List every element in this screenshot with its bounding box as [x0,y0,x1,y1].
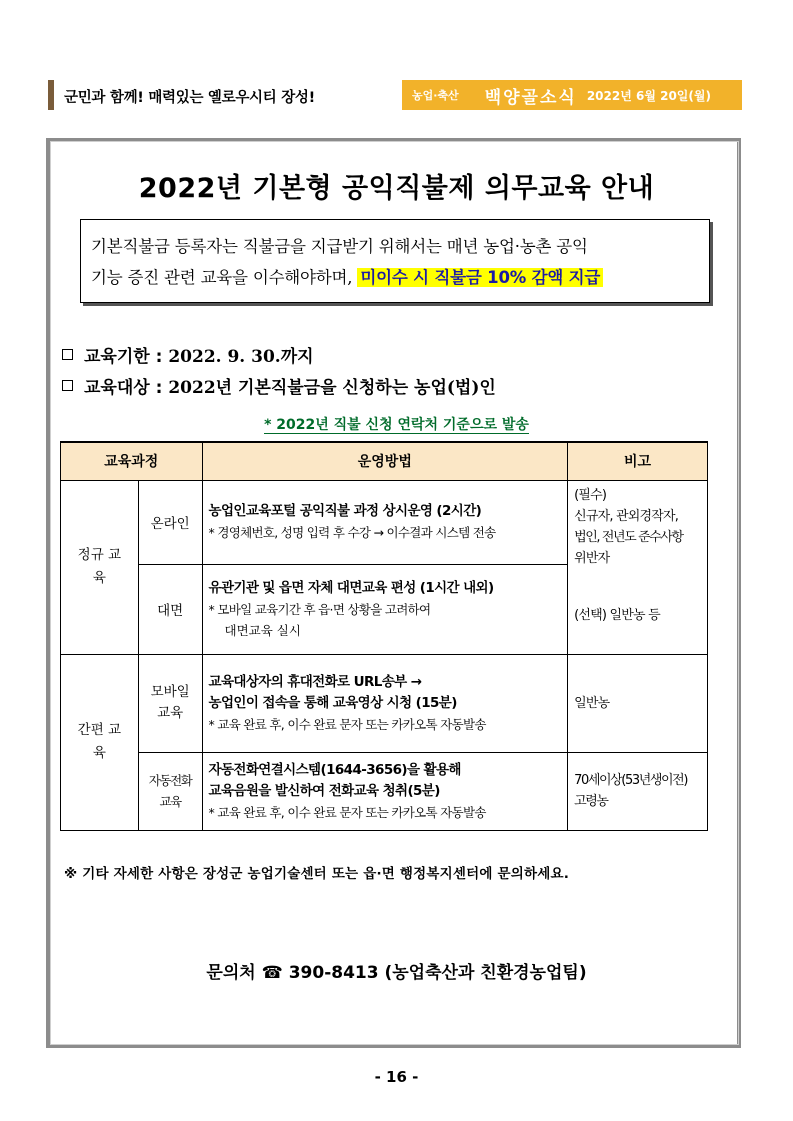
method-mobile-detail: * 교육 완료 후, 이수 완료 문자 또는 카카오톡 자동발송 [208,716,486,732]
regular-remark-l4: 위반자 [574,550,610,566]
autocall-remark [568,752,708,830]
mobile-remark [568,654,708,752]
dispatch-note [0,414,793,434]
bullet-deadline-label: 교육기한 : [84,347,163,367]
method-online-detail: * 경영체번호, 성명 입력 후 수강 → 이수결과 시스템 전송 [208,525,496,540]
method-mobile [202,654,568,752]
method-autocall [202,752,568,830]
bullet-deadline-value: 2022. 9. 30.까지 [168,347,314,367]
regular-remark-l2: 신규자, 관외경작자, [574,508,679,524]
mobile-remark-text: 일반농 [574,695,610,711]
article-title: 2022년 기본형 공익직불제 의무교육 안내 [138,173,655,204]
table-header-row [61,442,708,480]
checkbox-square-icon [62,349,73,360]
bullet-target-value: 2022년 기본직불금을 신청하는 농업(법)인 [168,378,496,398]
method-autocall-title-2: 교육음원을 발신하여 전화교육 청취(5분) [208,782,440,799]
contact-line [0,958,793,983]
dispatch-note-text: * 2022년 직불 신청 연락처 기준으로 발송 [264,417,529,433]
sub-mobile: 모바일 교육 [138,654,202,752]
regular-remark-l5: (선택) 일반농 등 [574,607,660,623]
table-header-remark: 비고 [568,442,708,480]
method-offline [202,564,568,654]
table-row [61,752,708,830]
contact-number: 390-8413 [288,963,379,983]
intro-line-1: 기본직불금 등록자는 직불금을 지급받기 위해서는 매년 농업·농촌 공익 [91,237,588,256]
method-offline-detail: * 모바일 교육기간 후 읍·면 상황을 고려하여 [208,601,431,617]
method-online-title: 농업인교육포털 공익직불 과정 상시운영 (2시간) [208,503,482,519]
header-slogan: 군민과 함께! 매력있는 옐로우시티 장성! [64,90,315,106]
intro-line-2-text: 기능 증진 관련 교육을 이수해야하며, [91,268,353,287]
intro-line-2 [91,262,699,293]
checkbox-square-icon [62,380,73,391]
table-row [61,654,708,752]
intro-box [80,219,710,303]
table-header-course: 교육과정 [61,442,203,480]
table-row [61,480,708,564]
method-autocall-title: 자동전화연결시스템(1644-3656)을 활용해 [208,761,461,778]
sub-offline: 대면 [138,564,202,654]
page-number: - 16 - [374,1068,419,1086]
method-mobile-title: 교육대상자의 휴대전화로 URL송부 → [208,673,422,690]
header-accent-bar [48,80,54,110]
method-autocall-detail: * 교육 완료 후, 이수 완료 문자 또는 카카오톡 자동발송 [208,804,486,820]
intro-highlight: 미이수 시 직불금 10% 감액 지급 [357,268,603,287]
newsletter-banner [402,80,742,110]
sub-autocall: 자동전화 교육 [138,752,202,830]
group-simple: 간편 교육 [61,654,139,830]
method-online [202,480,568,564]
regular-remark [568,480,708,654]
contact-label: 문의처 [206,963,256,983]
contact-dept: (농업축산과 친환경농업팀) [384,963,587,983]
bullet-deadline [62,342,314,367]
group-regular: 정규 교육 [61,480,139,654]
newsletter-name: 백양골소식 [484,87,577,108]
method-offline-title: 유관기관 및 읍면 자체 대면교육 편성 (1시간 내외) [208,579,494,596]
table-header-method: 운영방법 [202,442,568,480]
issue-date: 2022년 6월 20일(월) [586,88,711,103]
autocall-remark-l2: 고령농 [574,794,608,809]
method-mobile-title-2: 농업인이 접속을 통해 교육영상 시청 (15분) [208,694,457,711]
bullet-target-label: 교육대상 : [84,378,163,398]
education-table [60,441,708,831]
footnote: ※ 기타 자세한 사항은 장성군 농업기술센터 또는 읍·면 행정복지센터에 문의하세요. [64,866,570,882]
regular-remark-l3: 법인, 전년도 준수사항 [574,529,683,545]
telephone-icon: ☎ [261,963,283,983]
autocall-remark-l1: 70세이상(53년생이전) [574,773,688,788]
regular-remark-l1: (필수) [574,487,607,503]
bullet-target [62,373,496,398]
section-label: 농업·축산 [412,89,459,102]
sub-online: 온라인 [138,480,202,564]
method-offline-detail-2: 대면교육 실시 [224,622,301,638]
